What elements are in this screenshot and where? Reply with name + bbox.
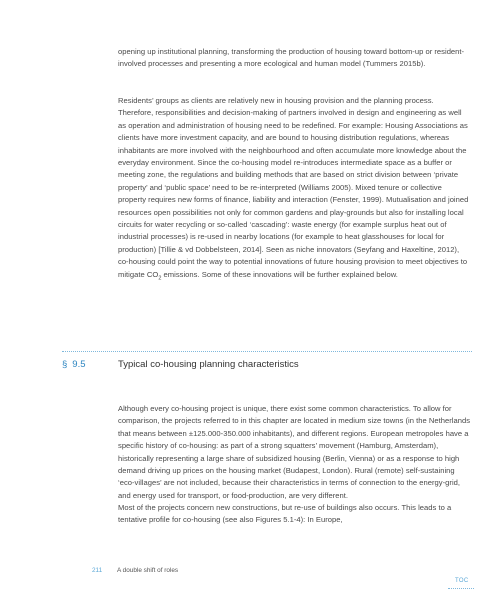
section-divider (62, 351, 472, 352)
body-paragraph: Most of the projects concern new constructions, but re-use of buildings also occurs. This leads to a tentative profile for co-housing (see also Figures 5.1-4): In Europe, (118, 503, 452, 525)
page-number: 211 (92, 567, 103, 574)
section-title: Typical co-housing planning characteristics (118, 359, 299, 370)
running-title: A double shift of roles (117, 567, 179, 574)
section-symbol: § (62, 359, 68, 370)
section-number (62, 359, 86, 370)
paragraph-text: Residents’ groups as clients are relatively new in housing provision and the planning process. Therefore, responsibilities and decision-making of partners involved in design and engineering as well as operation and administration of housing need to be redefined. For example: Housing Associations as clients have more investment capacity, and are bound to housing distribution regulations, whereas inhabitants are more involved with the neighbourhood and often accumulate more knowledge about the everyday environment. Since the co-housing model re-introduces intermediate space as a buffer or meeting zone, the regulations and building methods that are based on strict division between ‘private property’ and ‘public space’ need to be re-interpreted (Williams 2005). Mixed tenure or collective property requires new forms of finance, liability and interaction (Fenster, 1999). Mutualisation and joined resources open possibilities not only for common gardens and play-grounds but also for installing local circuits for water recycling or so-called ‘cascading’: waste energy (for example surplus heat out of industrial processes) is re-used in nearby locations (for example to heat glasshouses for local for production) [Tillie & vd Dobbelsteen, 2014]. Seen as niche innovators (Seyfang and Haxeltine, 2012), co-housing could point the way to potential innovations of future housing provision to meet objectives to mitigate CO (118, 96, 469, 279)
paragraph-text-tail: emissions. Some of these innovations will be further explained below. (161, 269, 398, 279)
body-paragraph: opening up institutional planning, transforming the production of housing toward bottom-up or resident-involved processes and presenting a more ecological and human model (Tummers 2015b). (118, 47, 465, 69)
body-paragraph: Although every co-housing project is unique, there exist some common characteristics. To allow for comparison, the projects referred to in this chapter are located in medium size towns (in the Netherlands that means between ±125.000-350.000 inhabitants), and different regions. European metropoles have a specific history of co-housing: as part of a strong squatters’ movement (Hamburg, Amsterdam), historically representing a large share of subsidized housing (Berlin, Vienna) or as a response to high demand driving up prices on the housing market (Budapest, London). Rural (remote) self-sustaining ‘eco-villages’ are not included, because their characteristics in terms of connection to the energy-grid, and energy used for transport, or food-production, are very different. (118, 404, 471, 500)
co2-subscript: 2 (158, 275, 162, 282)
section-number-value: 9.5 (72, 359, 86, 370)
toc-link[interactable]: TOC (455, 578, 469, 584)
toc-divider (448, 588, 474, 589)
body-paragraph (118, 95, 470, 285)
